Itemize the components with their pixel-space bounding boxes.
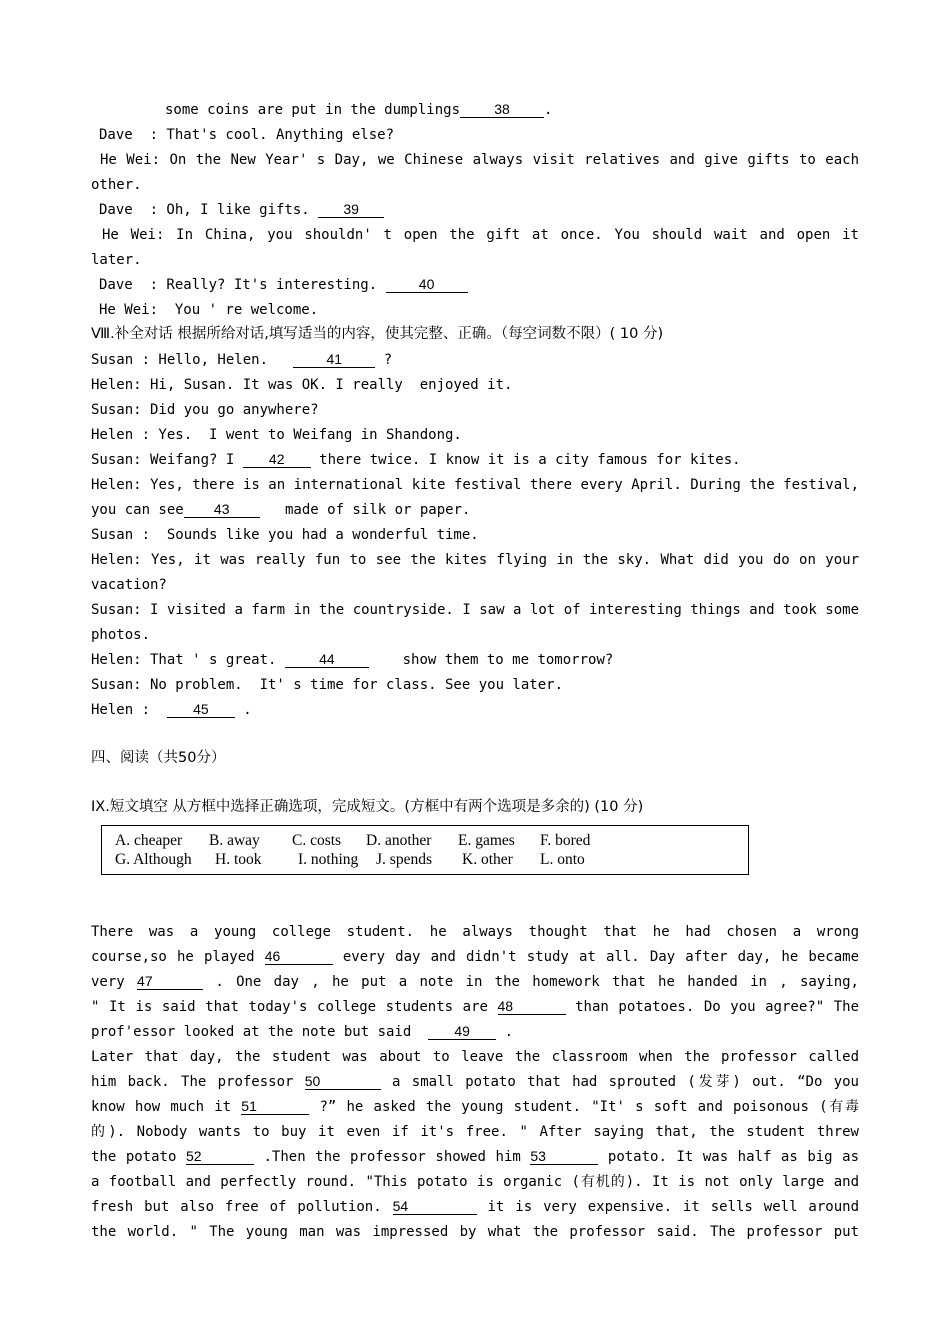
passage-line-49 — [91, 1022, 859, 1042]
line-text: Susan: Weifang? I — [91, 452, 243, 468]
line-text: . One day , he put a note in the homework that he handed in , saying, — [203, 974, 859, 990]
option-d: D. another — [366, 832, 432, 849]
answer-blank-49[interactable]: 49 — [428, 1023, 496, 1040]
answer-blank-43[interactable]: 43 — [184, 501, 260, 518]
answer-blank-46[interactable]: 46 — [265, 948, 333, 965]
answer-blank-52[interactable]: 52 — [186, 1148, 254, 1165]
option-j: J. spends — [376, 851, 432, 868]
passage-line: There was a young college student. he always thought that he had chosen a wrong — [91, 924, 859, 940]
option-i: I. nothing — [298, 851, 359, 868]
answer-blank-42[interactable]: 42 — [243, 451, 311, 468]
section-8-heading: Ⅷ.补全对话 根据所给对话,填写适当的内容，使其完整、正确。（每空词数不限）( 10 分) — [91, 326, 664, 342]
answer-blank-47[interactable]: 47 — [137, 973, 203, 990]
dialogue-line-gifts — [99, 200, 867, 220]
dialogue-line: He Wei: You ' re welcome. — [99, 302, 319, 318]
dialogue-line: Helen: Yes, there is an international kite festival there every April. During the festival, — [91, 477, 859, 493]
option-l: L. onto — [540, 851, 585, 868]
line-text: very — [91, 974, 138, 990]
dialogue-line: Helen : Yes. I went to Weifang in Shandong. — [91, 427, 462, 443]
answer-blank-44[interactable]: 44 — [285, 651, 369, 668]
dialogue-line: He Wei: On the New Year' s Day, we Chinese always visit relatives and give gifts to each — [100, 152, 859, 168]
dialogue-line-really — [99, 275, 867, 295]
dialogue-line-44 — [91, 650, 859, 670]
line-text: Dave : Oh, I like gifts. — [99, 202, 319, 218]
dialogue-line-41 — [91, 350, 859, 370]
dialogue-line: He Wei: In China, you shouldn' t open the gift at once. You should wait and open it — [102, 227, 859, 243]
option-h: H. took — [215, 851, 262, 868]
dialogue-line-coins — [165, 100, 765, 120]
line-text: prof'essor looked at the note but said — [91, 1024, 429, 1040]
line-text: potato. It was half as big as — [598, 1149, 860, 1165]
passage-line-54 — [91, 1197, 859, 1217]
line-text: than potatoes. Do you agree?" The — [565, 999, 859, 1015]
dialogue-line-42 — [91, 450, 859, 470]
line-text: every day and didn't study at all. Day after day, he became — [332, 949, 859, 965]
answer-blank-38[interactable]: 38 — [460, 101, 544, 118]
dialogue-line-45 — [91, 700, 859, 720]
dialogue-line: Susan: I visited a farm in the countryside. I saw a lot of interesting things and took some — [91, 602, 859, 618]
passage-line: the world. " The young man was impressed by what the professor said. The professor put — [91, 1224, 859, 1240]
line-text: ?” he asked the young student. "It' s soft and poisonous (有毒 — [309, 1099, 860, 1115]
line-text: the potato — [91, 1149, 186, 1165]
part-4-heading: 四、阅读（共50分） — [91, 750, 226, 766]
option-e: E. games — [458, 832, 515, 849]
line-text: fresh but also free of pollution. — [91, 1199, 393, 1215]
dialogue-line-43 — [91, 500, 859, 520]
passage-line: Later that day, the student was about to leave the classroom when the professor called — [91, 1049, 859, 1065]
passage-line-47 — [91, 972, 859, 992]
line-text: Susan : Hello, Helen. — [91, 352, 294, 368]
answer-blank-54[interactable]: 54 — [393, 1198, 477, 1215]
line-text: .Then the professor showed him — [253, 1149, 531, 1165]
word-options-box — [101, 825, 749, 875]
answer-blank-41[interactable]: 41 — [293, 351, 375, 368]
line-text: show them to me tomorrow? — [368, 652, 614, 668]
dialogue-line: vacation? — [91, 577, 167, 593]
line-text: " It is said that today's college students are — [91, 999, 498, 1015]
line-text: . — [544, 102, 553, 118]
dialogue-line: Helen: Hi, Susan. It was OK. I really enjoyed it. — [91, 377, 513, 393]
line-text: . — [496, 1024, 514, 1040]
line-text: ? — [375, 352, 393, 368]
line-text: Helen : — [91, 702, 167, 718]
answer-blank-40[interactable]: 40 — [386, 276, 468, 293]
passage-line-52-53 — [91, 1147, 859, 1167]
passage-line-51 — [91, 1097, 859, 1117]
line-text: there twice. I know it is a city famous for kites. — [310, 452, 741, 468]
answer-blank-39[interactable]: 39 — [318, 201, 384, 218]
answer-blank-48[interactable]: 48 — [498, 998, 566, 1015]
line-text: course,so he played — [91, 949, 265, 965]
option-g: G. Although — [115, 851, 192, 868]
dialogue-line: photos. — [91, 627, 151, 643]
line-text: made of silk or paper. — [259, 502, 471, 518]
answer-blank-51[interactable]: 51 — [241, 1098, 309, 1115]
dialogue-line: later. — [91, 252, 142, 268]
dialogue-line: Susan: No problem. It' s time for class. See you later. — [91, 677, 564, 693]
dialogue-line: other. — [91, 177, 142, 193]
answer-blank-50[interactable]: 50 — [305, 1073, 381, 1090]
line-text: you can see — [91, 502, 184, 518]
option-c: C. costs — [292, 832, 342, 849]
option-f: F. bored — [540, 832, 591, 849]
passage-line: a football and perfectly round. "This potato is organic (有机的). It is not only large and — [91, 1174, 859, 1190]
dialogue-line: Susan: Did you go anywhere? — [91, 402, 319, 418]
option-a: A. cheaper — [115, 832, 183, 849]
dialogue-line: Susan : Sounds like you had a wonderful time. — [91, 527, 479, 543]
line-text: . — [234, 702, 252, 718]
line-text: a small potato that had sprouted (发芽) out. “Do you — [380, 1074, 859, 1090]
answer-blank-45[interactable]: 45 — [167, 701, 235, 718]
dialogue-line: Dave : That's cool. Anything else? — [99, 127, 395, 143]
section-9-heading: IX.短文填空 从方框中选择正确选项，完成短文。(方框中有两个选项是多余的) (10 分) — [91, 799, 644, 815]
passage-line-48 — [91, 997, 859, 1017]
line-text: him back. The professor — [91, 1074, 305, 1090]
passage-line-50 — [91, 1072, 859, 1092]
line-text: Dave : Really? It's interesting. — [99, 277, 386, 293]
option-b: B. away — [209, 832, 260, 849]
answer-blank-53[interactable]: 53 — [530, 1148, 598, 1165]
option-k: K. other — [462, 851, 513, 868]
passage-line-46 — [91, 947, 859, 967]
line-text: know how much it — [91, 1099, 242, 1115]
passage-line: 的). Nobody wants to buy it even if it's free. " After saying that, the student threw — [91, 1124, 859, 1140]
line-text: some coins are put in the dumplings — [165, 102, 461, 118]
line-text: it is very expensive. it sells well around — [476, 1199, 860, 1215]
dialogue-line: Helen: Yes, it was really fun to see the kites flying in the sky. What did you do on your — [91, 552, 859, 568]
line-text: Helen: That ' s great. — [91, 652, 285, 668]
